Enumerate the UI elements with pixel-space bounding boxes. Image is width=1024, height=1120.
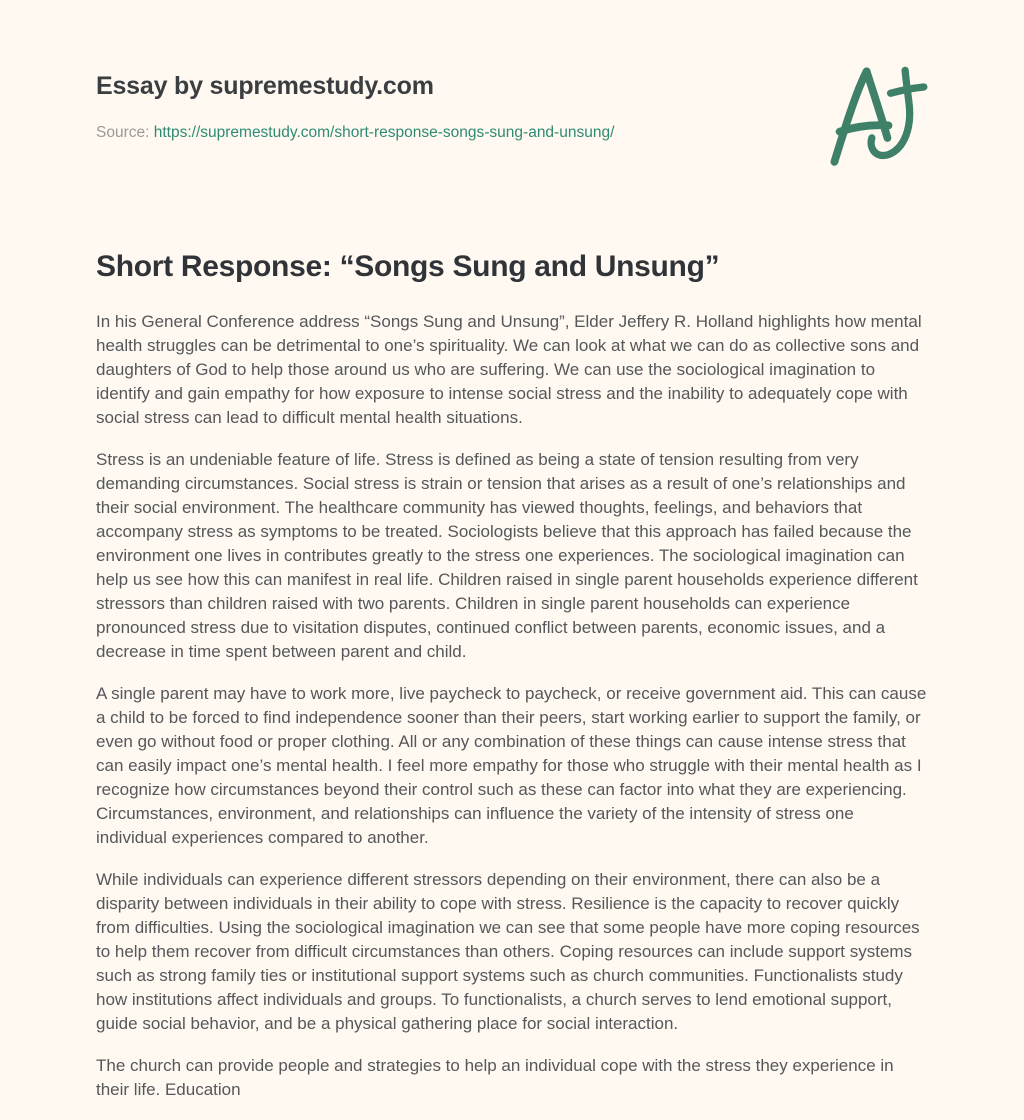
doc-header-title: Essay by supremestudy.com [96, 72, 434, 100]
article-paragraph-1: In his General Conference address “Songs Sung and Unsung”, Elder Jeffery R. Holland highlights how mental health struggles can be detrimental to one’s spirituality. We can look at what we can do as collective sons and daughters of God to help those around us who are suffering. We can use the sociological imagination to identify and gain empathy for how exposure to intense social stress and the inability to adequately cope with social stress can lead to difficult mental health situations. [96, 312, 922, 427]
source-line [96, 124, 614, 142]
article-title: Short Response: “Songs Sung and Unsung” [96, 250, 720, 283]
source-link[interactable]: https://supremestudy.com/short-response-songs-sung-and-unsung/ [153, 124, 615, 141]
article-paragraph-4: While individuals can experience different stressors depending on their environment, there can also be a disparity between individuals in their ability to cope with stress. Resilience is the capacity to recover quickly from difficulties. Using the sociological imagination we can see that some people have more coping resources to help them recover from difficult circumstances than others. Coping resources can include support systems such as strong family ties or institutional support systems such as church communities. Functionalists study how institutions affect individuals and groups. To functionalists, a church serves to lend emotional support, guide social behavior, and be a physical gathering place for social interaction. [96, 870, 920, 1033]
a-plus-logo-icon [824, 62, 928, 166]
article-paragraph-5: The church can provide people and strategies to help an individual cope with the stress they experience in their life. Education [96, 1056, 894, 1099]
article-paragraph-3: A single parent may have to work more, live paycheck to paycheck, or receive government aid. This can cause a child to be forced to find independence sooner than their peers, start working earlier to support the family, or even go without food or proper clothing. All or any combination of these things can cause intense stress that can easily impact one’s mental health. I feel more empathy for those who struggle with their mental health as I recognize how circumstances beyond their control such as these can factor into what they are experiencing. Circumstances, environment, and relationships can influence the variety of the intensity of stress one individual experiences compared to another. [96, 684, 927, 847]
source-label: Source: [96, 124, 150, 141]
article [96, 250, 928, 1120]
article-paragraph-2: Stress is an undeniable feature of life. Stress is defined as being a state of tension resulting from very demanding circumstances. Social stress is strain or tension that arises as a result of one’s relationships and their social environment. The healthcare community has viewed thoughts, feelings, and behaviors that accompany stress as symptoms to be treated. Sociologists believe that this approach has failed because the environment one lives in contributes greatly to the stress one experiences. The sociological imagination can help us see how this can manifest in real life. Children raised in single parent households experience different stressors than children raised with two parents. Children in single parent households can experience pronounced stress due to visitation disputes, continued conflict between parents, economic issues, and a decrease in time spent between parent and child. [96, 450, 918, 661]
